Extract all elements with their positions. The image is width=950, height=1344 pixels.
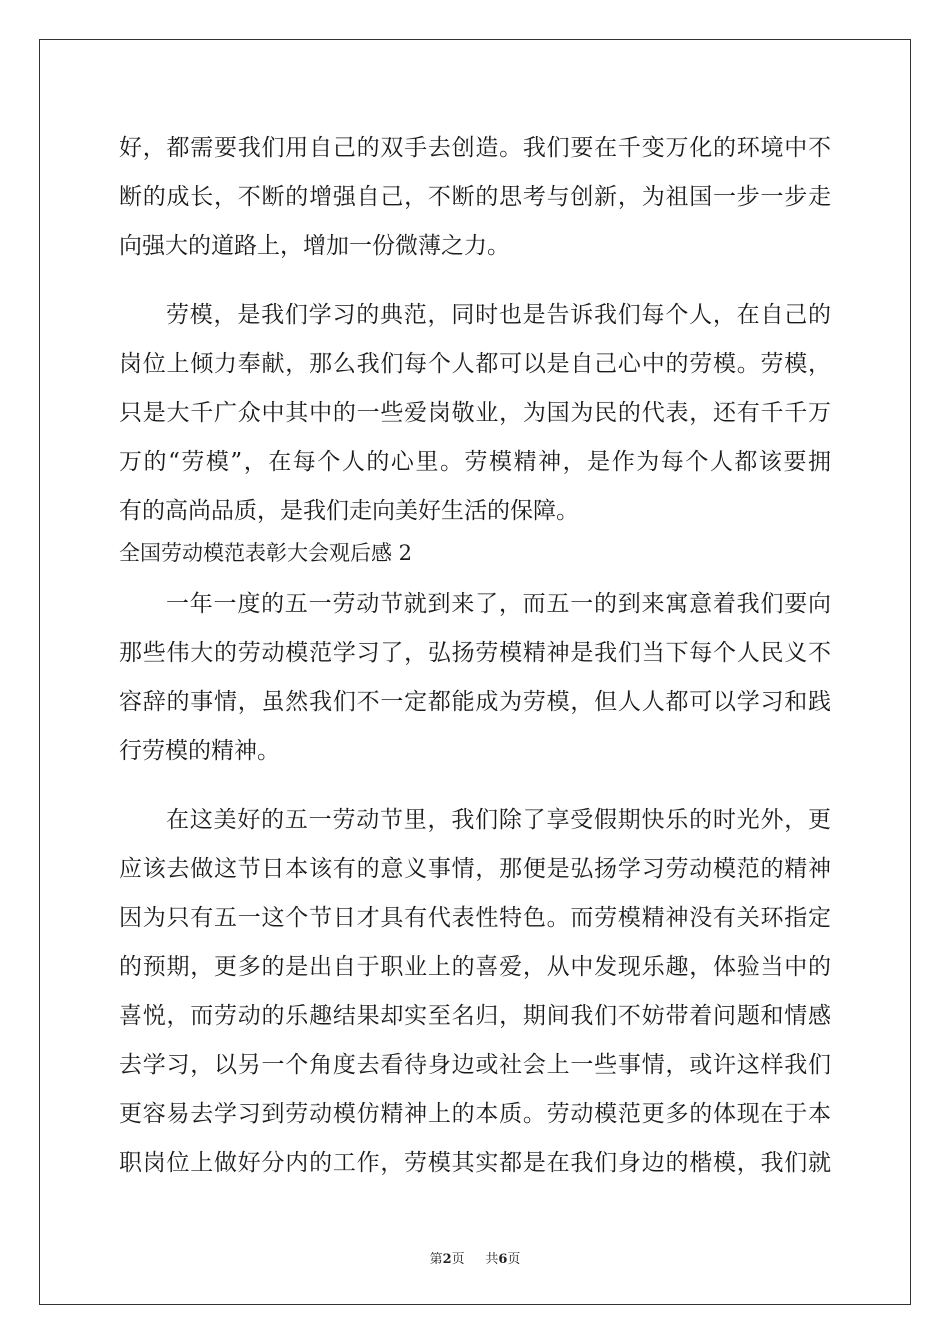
paragraph [119, 796, 831, 1188]
text-line: 行劳模的精神。 [119, 738, 280, 764]
text-line: 的预期，更多的是出自于职业上的喜爱，从中发现乐趣，体验当中的 [119, 954, 831, 980]
text-line: 容辞的事情，虽然我们不一定都能成为劳模，但人人都可以学习和践 [119, 689, 831, 715]
paragraph [119, 124, 831, 271]
text-line: 更容易去学习到劳动模仿精神上的本质。劳动模范更多的体现在于本 [119, 1101, 831, 1127]
text-line: 应该去做这节日本该有的意义事情，那便是弘扬学习劳动模范的精神 [119, 856, 831, 882]
text-line: 一年一度的五一劳动节就到来了，而五一的到来寓意着我们要向 [166, 591, 831, 617]
text-line: 岗位上倾力奉献，那么我们每个人都可以是自己心中的劳模。劳模， [119, 351, 831, 377]
page-total [485, 1252, 520, 1267]
text-line: 因为只有五一这个节日才具有代表性特色。而劳模精神没有关环指定 [119, 905, 831, 931]
text-line: 去学习，以另一个角度去看待身边或社会上一些事情，或许这样我们 [119, 1052, 831, 1078]
text-line: 断的成长，不断的增强自己，不断的思考与创新，为祖国一步一步走 [119, 184, 831, 210]
text-line: 向强大的道路上，增加一份微薄之力。 [119, 233, 510, 259]
text-line: 职岗位上做好分内的工作，劳模其实都是在我们身边的楷模，我们就 [119, 1150, 831, 1176]
text-line: 有的高尚品质，是我们走向美好生活的保障。 [119, 498, 579, 524]
page-suffix: 页 [451, 1252, 465, 1267]
page-number [430, 1252, 465, 1267]
text-line: 喜悦，而劳动的乐趣结果却实至名归，期间我们不妨带着问题和情感 [119, 1003, 831, 1029]
page-footer [0, 1248, 950, 1267]
section-heading: 全国劳动模范表彰大会观后感 2 [119, 541, 413, 565]
text-line: 万的“劳模”，在每个人的心里。劳模精神，是作为每个人都该要拥 [119, 449, 831, 475]
paragraph [119, 580, 831, 776]
document-body [119, 124, 831, 1188]
text-line: 那些伟大的劳动模范学习了，弘扬劳模精神是我们当下每个人民义不 [119, 640, 831, 666]
text-line: 只是大千广众中其中的一些爱岗敬业，为国为民的代表，还有千千万 [119, 400, 831, 426]
current-page: 2 [442, 1252, 452, 1267]
text-line: 劳模，是我们学习的典范，同时也是告诉我们每个人，在自己的 [166, 302, 831, 328]
total-pages: 6 [498, 1252, 508, 1267]
text-line: 在这美好的五一劳动节里，我们除了享受假期快乐的时光外，更 [166, 807, 831, 833]
text-line: 好，都需要我们用自己的双手去创造。我们要在千变万化的环境中不 [119, 135, 831, 161]
total-suffix: 页 [507, 1252, 521, 1267]
paragraph [119, 291, 831, 536]
page-prefix: 第 [429, 1252, 443, 1267]
total-prefix: 共 [485, 1252, 499, 1267]
